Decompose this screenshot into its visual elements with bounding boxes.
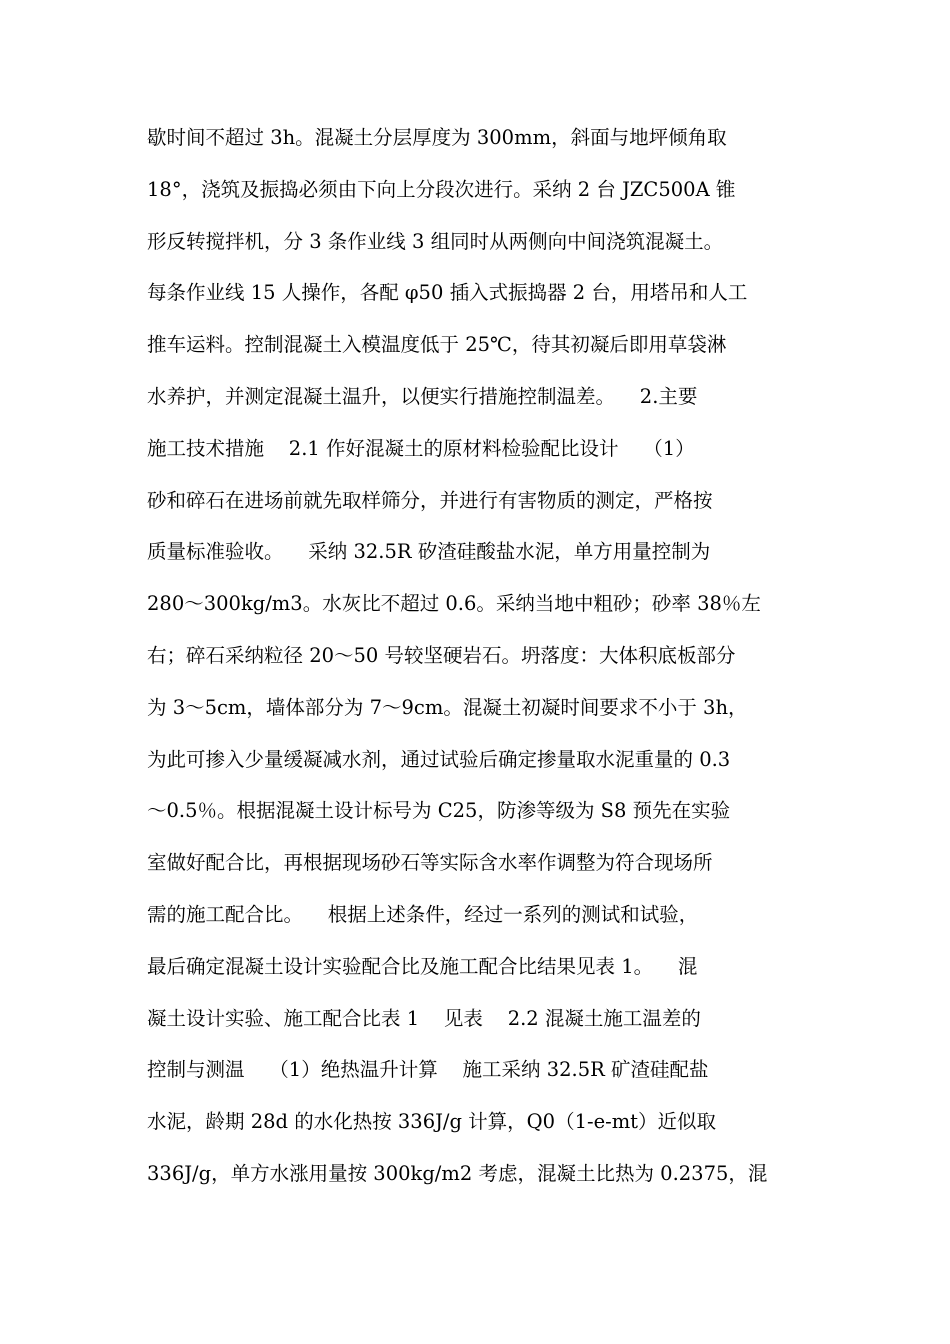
text-line: 质量标准验收。 采纳 32.5R 矽渣硅酸盐水泥，单方用量控制为 bbox=[147, 540, 711, 564]
text-line: 水养护，并测定混凝土温升，以便实行措施控制温差。 2.主要 bbox=[147, 384, 698, 408]
text-line: 需的施工配合比。 根据上述条件，经过一系列的测试和试验， bbox=[147, 902, 699, 926]
text-line: 推车运料。控制混凝土入模温度低于 25℃，待其初凝后即用草袋淋 bbox=[147, 333, 727, 357]
text-line: 水泥，龄期 28d 的水化热按 336J/g 计算，Q0（1-e-mt）近似取 bbox=[147, 1110, 717, 1134]
text-line: 280～300kg/m3。水灰比不超过 0.6。采纳当地中粗砂；砂率 38％左 bbox=[147, 592, 761, 616]
text-line: 歇时间不超过 3h。混凝土分层厚度为 300mm，斜面与地坪倾角取 bbox=[147, 126, 727, 149]
text-line: 为此可掺入少量缓凝减水剂，通过试验后确定掺量取水泥重量的 0.3 bbox=[147, 747, 731, 771]
text-line: 每条作业线 15 人操作，各配 φ50 插入式振捣器 2 台，用塔吊和人工 bbox=[147, 281, 748, 305]
text-line: ～0.5％。根据混凝土设计标号为 C25，防渗等级为 S8 预先在实验 bbox=[147, 799, 731, 823]
text-line: 336J/g，单方水涨用量按 300kg/m2 考虑，混凝土比热为 0.2375，混 bbox=[147, 1161, 768, 1185]
text-line: 18°，浇筑及振捣必须由下向上分段次进行。采纳 2 台 JZC500A 锥 bbox=[147, 177, 736, 201]
text-line: 为 3～5cm，墙体部分为 7～9cm。混凝土初凝时间要求不小于 3h， bbox=[147, 695, 748, 719]
text-line: 最后确定混凝土设计实验配合比及施工配合比结果见表 1。 混 bbox=[147, 954, 698, 978]
text-line: 凝土设计实验、施工配合比表 1 见表 2.2 混凝土施工温差的 bbox=[147, 1006, 701, 1030]
text-line: 形反转搅拌机，分 3 条作业线 3 组同时从两侧向中间浇筑混凝土。 bbox=[147, 229, 724, 253]
text-line: 右；碎石采纳粒径 20～50 号较坚硬岩石。坍落度：大体积底板部分 bbox=[147, 643, 736, 667]
text-line: 室做好配合比，再根据现场砂石等实际含水率作调整为符合现场所 bbox=[147, 851, 713, 875]
text-line: 控制与测温 （1）绝热温升计算 施工采纳 32.5R 矿渣硅配盐 bbox=[147, 1058, 709, 1082]
body-text bbox=[147, 116, 817, 1204]
text-line: 砂和碎石在进场前就先取样筛分，并进行有害物质的测定，严格按 bbox=[147, 488, 713, 512]
text-line: 施工技术措施 2.1 作好混凝土的原材料检验配比设计 （1） bbox=[147, 436, 695, 460]
